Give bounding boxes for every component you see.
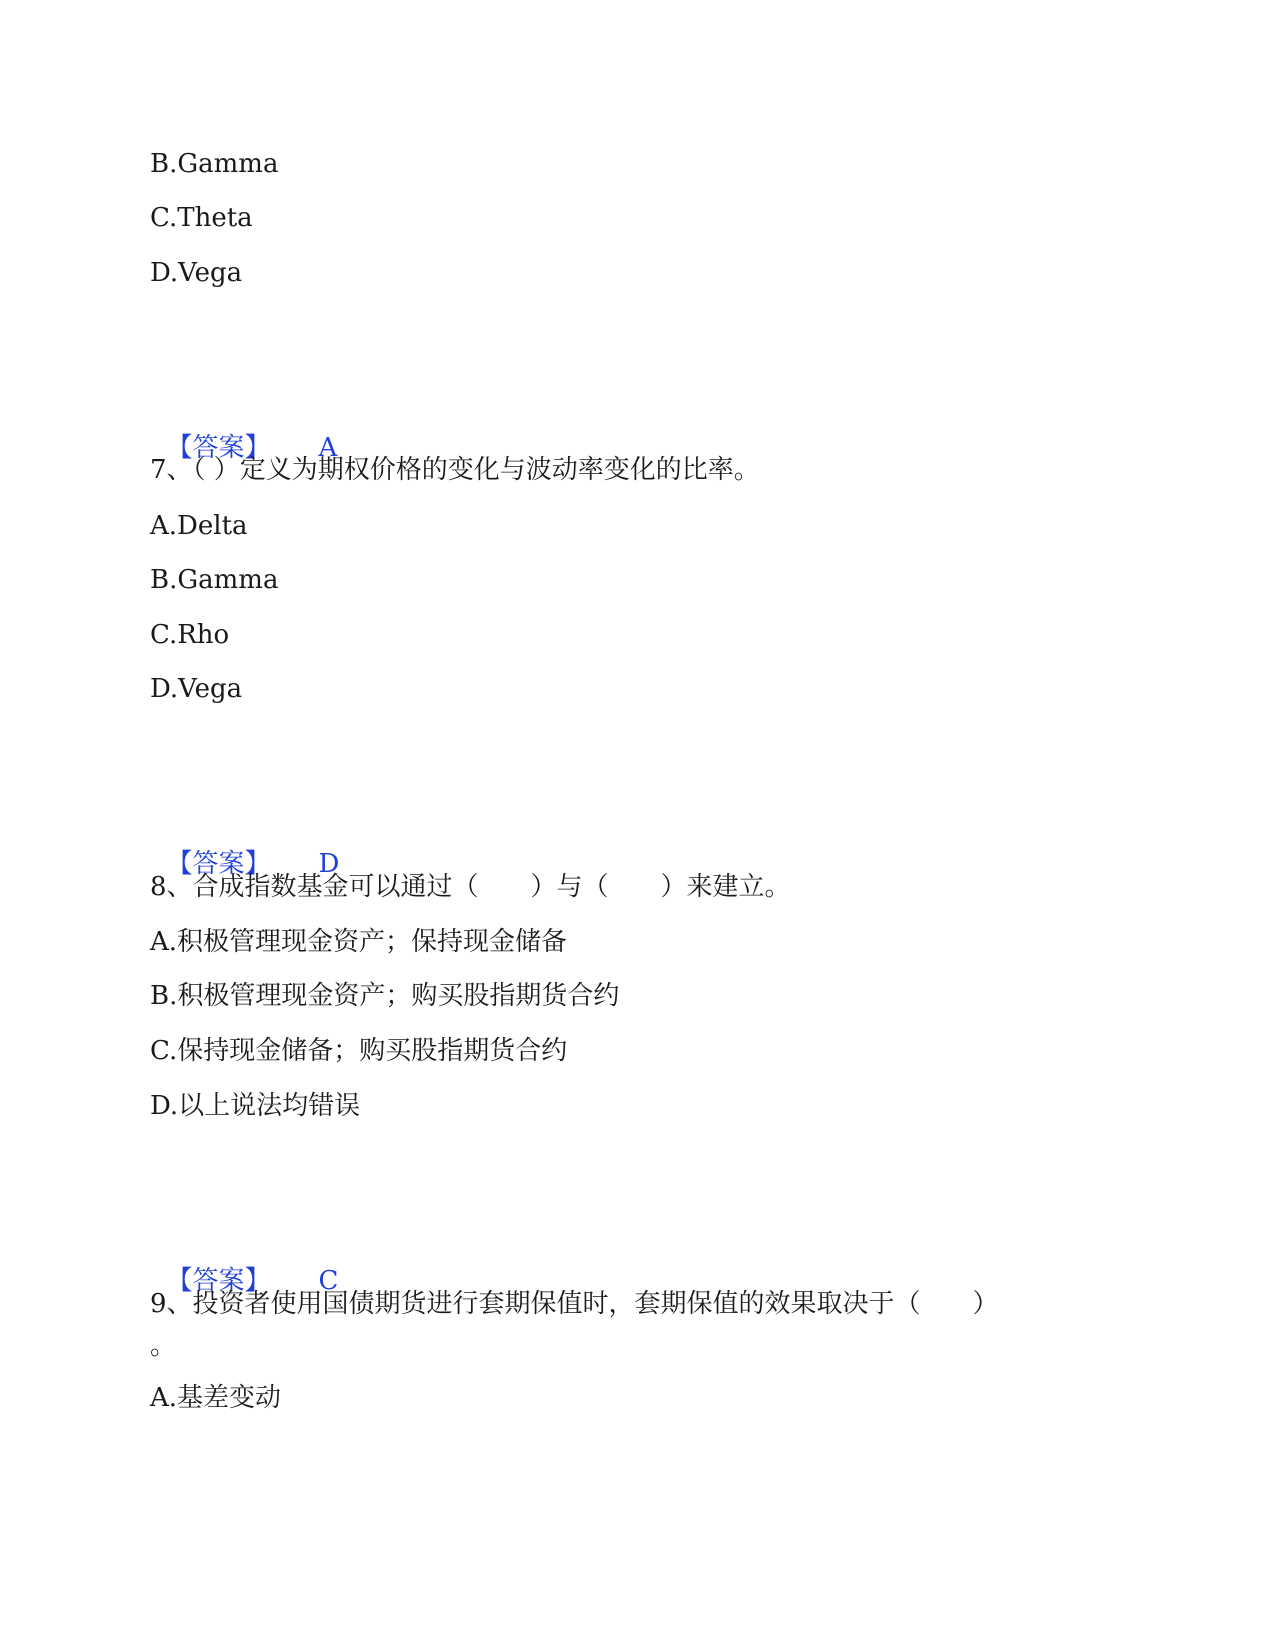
answer-value: C	[318, 1266, 339, 1296]
q8-question: 8、合成指数基金可以通过（ ）与（ ）来建立。	[150, 872, 791, 902]
answer-value: A	[318, 433, 338, 463]
answer-value: D	[318, 849, 340, 879]
q8-option-a: A.积极管理现金资产；保持现金储备	[150, 927, 568, 957]
q9-question: 9、投资者使用国债期货进行套期保值时，套期保值的效果取决于（ ）	[150, 1289, 999, 1319]
q9-question-end: 。	[150, 1331, 177, 1361]
q9-option-a: A.基差变动	[150, 1383, 282, 1413]
q6-option-b: B.Gamma	[150, 149, 279, 179]
q7-option-b: B.Gamma	[150, 565, 279, 595]
q7-option-c: C.Rho	[150, 620, 230, 650]
q8-option-b: B.积极管理现金资产；购买股指期货合约	[150, 981, 620, 1011]
q7-option-d: D.Vega	[150, 674, 243, 704]
q8-option-d: D.以上说法均错误	[150, 1091, 361, 1121]
q7-option-a: A.Delta	[150, 511, 248, 541]
q6-option-c: C.Theta	[150, 203, 253, 233]
answer-label: 【答案】	[166, 1266, 271, 1296]
q6-option-d: D.Vega	[150, 258, 243, 288]
answer-label: 【答案】	[166, 433, 271, 463]
answer-label: 【答案】	[166, 849, 271, 879]
q8-option-c: C.保持现金储备；购买股指期货合约	[150, 1036, 568, 1066]
q7-question: 7、（ ）定义为期权价格的变化与波动率变化的比率。	[150, 455, 760, 485]
